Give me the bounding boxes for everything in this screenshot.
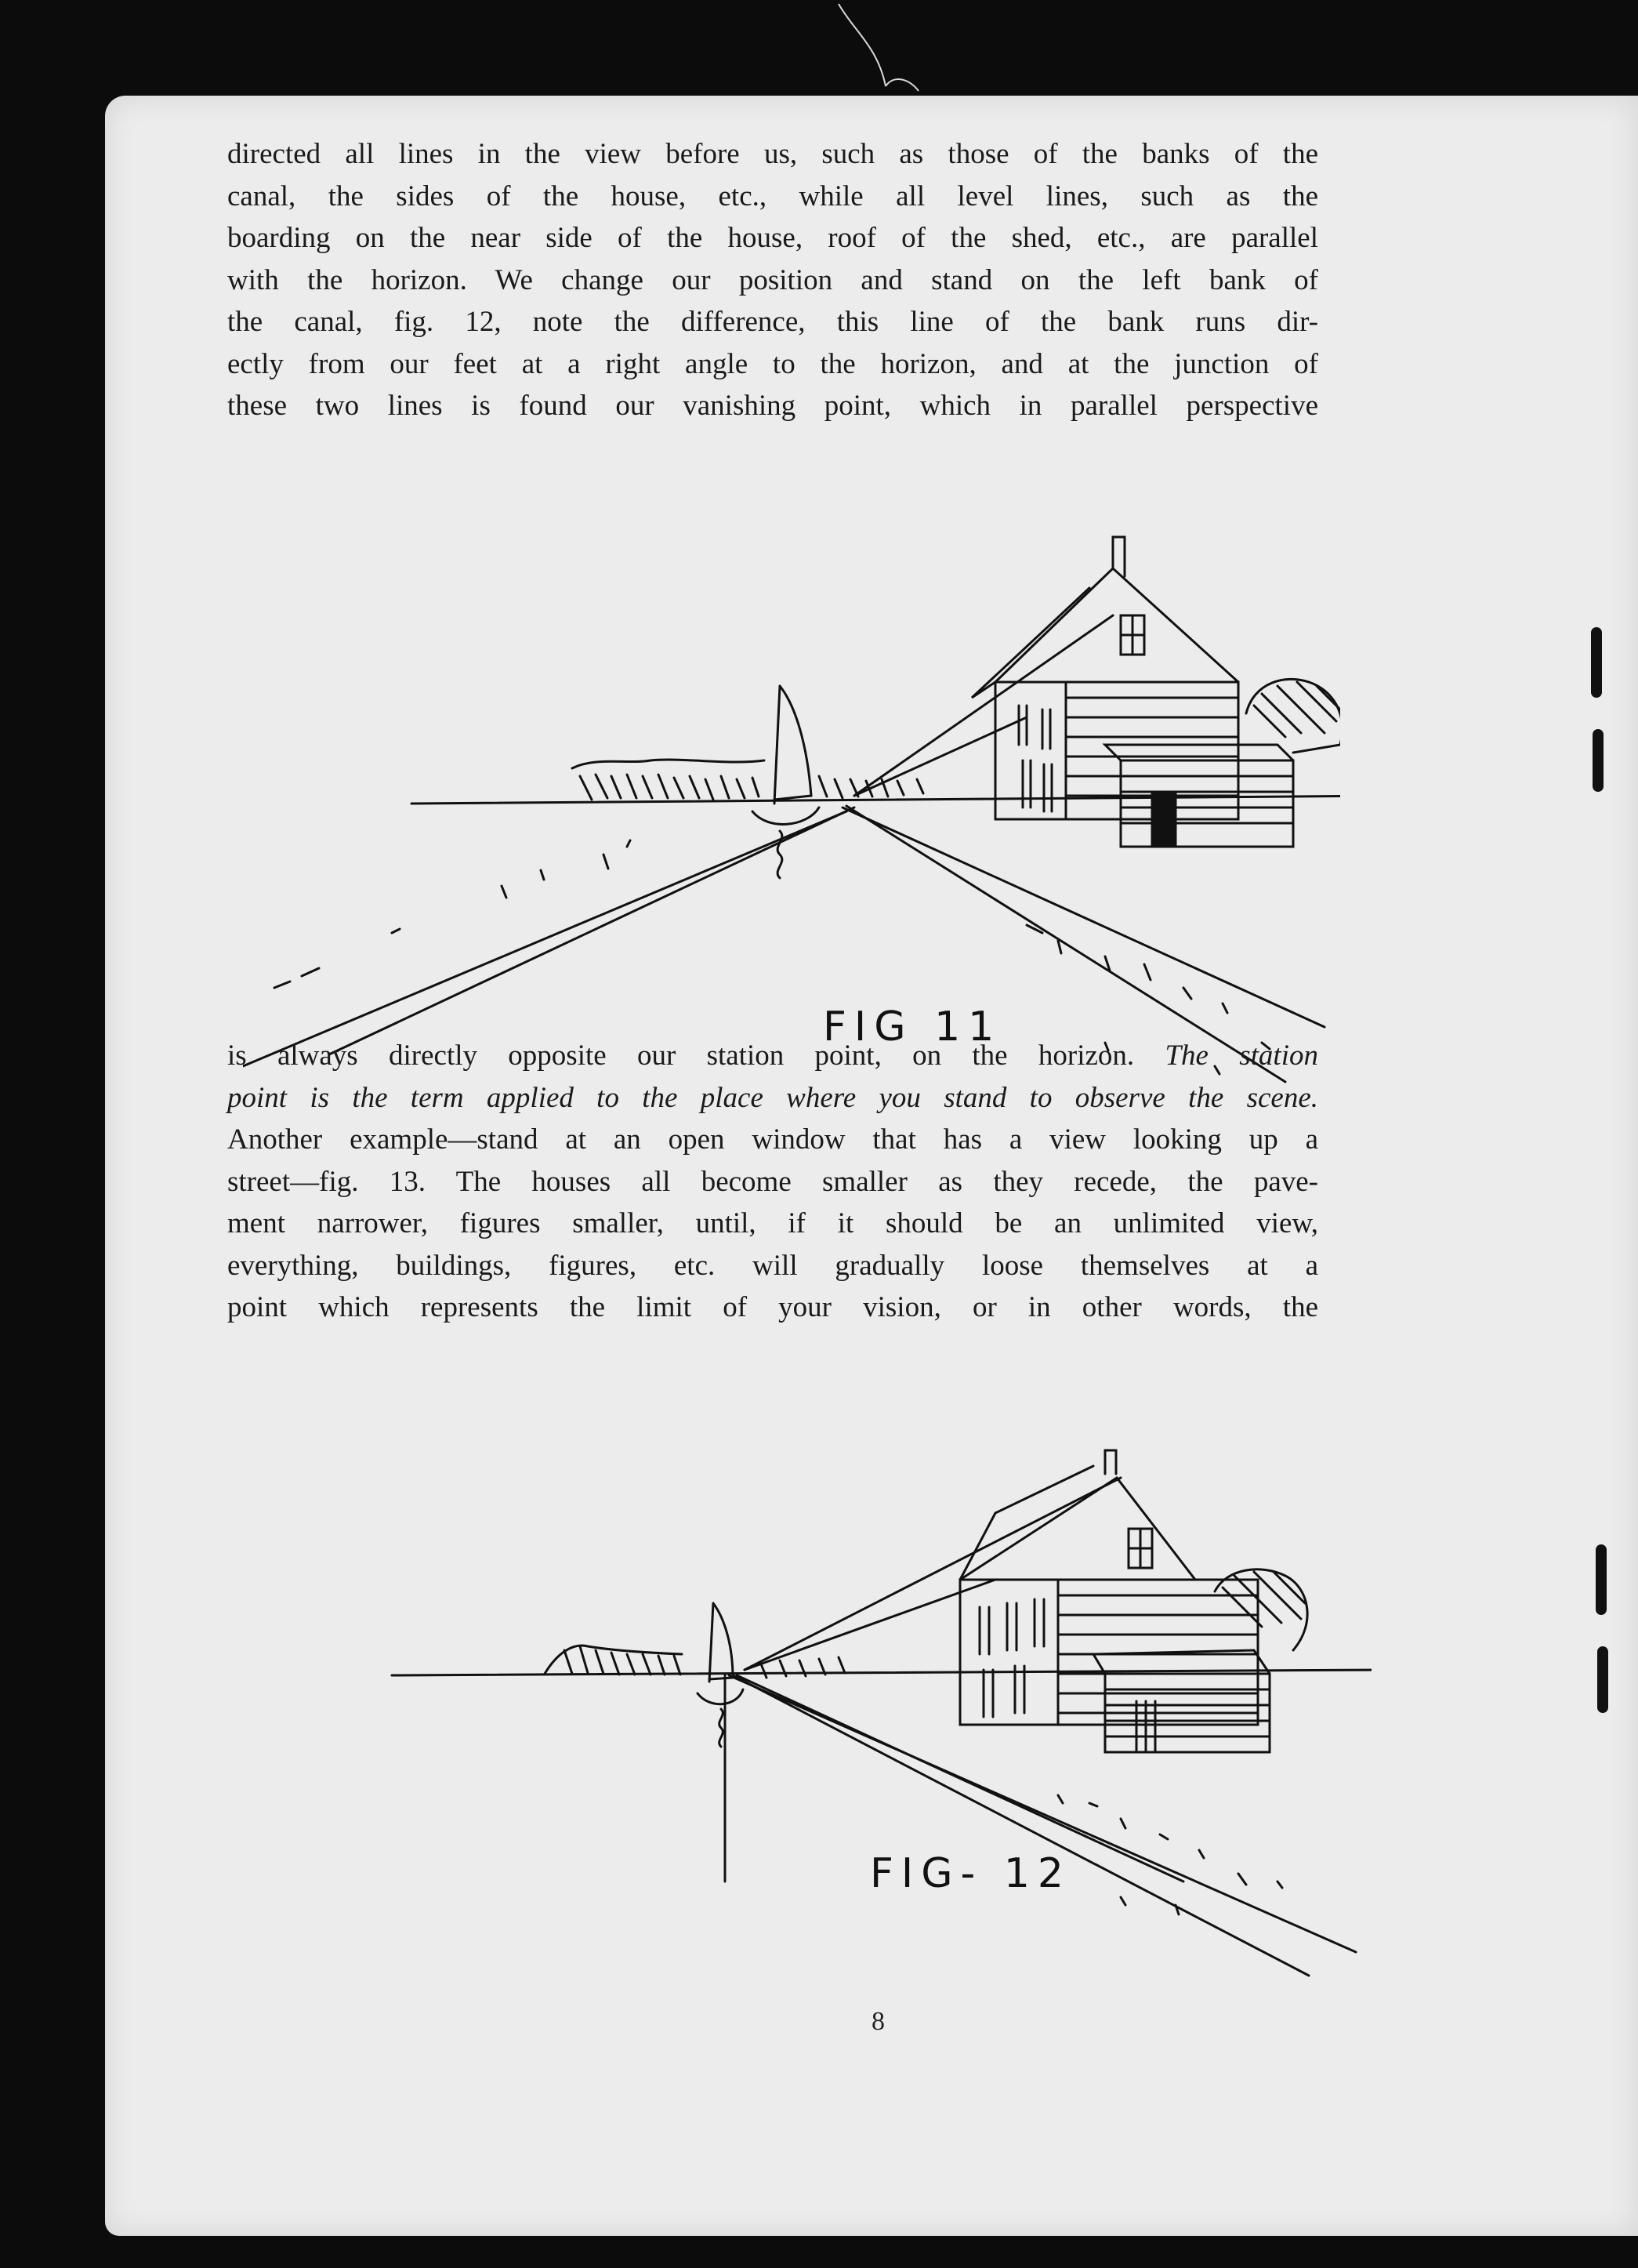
text-line: with the horizon. We change our position and stand on the left bank of [227,263,1318,296]
text-line: canal, the sides of the house, etc., while all level lines, such as the [227,180,1318,212]
figure-12-illustration [274,1333,1372,2007]
text-segment: is always directly opposite our station point, on the horizon. [227,1040,1135,1072]
text-line: ment narrower, figures smaller, until, if it should be an unlimited view, [227,1207,1318,1239]
binding-hole-mark [1597,1646,1608,1713]
binding-hole-mark [1591,627,1602,698]
binding-hole-mark [1593,729,1604,792]
figure-11-label: FIG 11 [823,1003,1002,1051]
text-line: everything, buildings, figures, etc. will gradually loose themselves at a [227,1249,1318,1282]
binding-hole-mark [1596,1544,1607,1615]
figure-12-label: FIG- 12 [870,1850,1072,1897]
text-line [227,1077,1318,1119]
paragraph-middle [227,1035,1318,1329]
paragraph-top [227,133,1318,427]
text-segment-italic: point is the term applied to the place where you stand to observe the scene. [227,1081,1318,1114]
text-line: these two lines is found our vanishing point, which in parallel perspective [227,390,1318,422]
text-line: boarding on the near side of the house, roof of the shed, etc., are parallel [227,222,1318,254]
figure-11-illustration [243,447,1340,1137]
text-line: directed all lines in the view before us, such as those of the banks of the [227,138,1318,170]
text-segment-italic: The station [1165,1040,1318,1072]
text-line: the canal, fig. 12, note the difference, this line of the bank runs dir- [227,306,1318,338]
text-line: ectly from our feet at a right angle to the horizon, and at the junction of [227,347,1318,380]
page-number: 8 [872,2007,885,2036]
text-line [227,1035,1318,1077]
text-line: street—fig. 13. The houses all become smaller as they recede, the pave- [227,1165,1318,1198]
text-line: Another example—stand at an open window that has a view looking up a [227,1123,1318,1156]
binding-thread [831,0,925,98]
text-line: point which represents the limit of your vision, or in other words, the [227,1291,1318,1323]
